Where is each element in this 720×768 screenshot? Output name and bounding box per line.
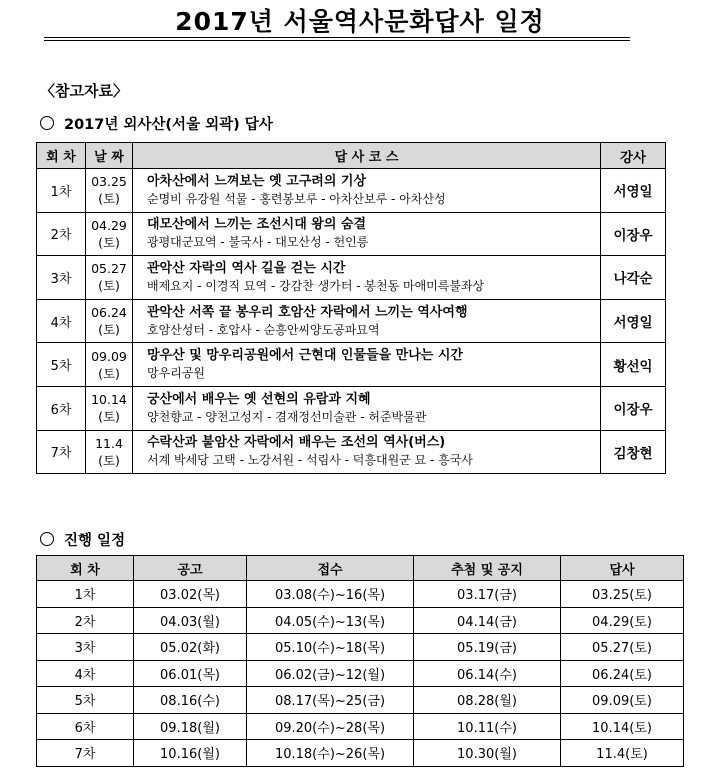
tour-cell: 11.4(토) (561, 740, 684, 767)
date-cell (86, 343, 133, 387)
course-cell (133, 256, 601, 300)
circle-bullet-icon (40, 532, 54, 546)
lecturer-cell: 서영일 (601, 169, 666, 213)
col-header-notice: 공고 (134, 556, 247, 581)
lecturer-cell: 황선익 (601, 343, 666, 387)
day-value: (토) (98, 322, 120, 338)
page-title: 2017년 서울역사문화답사 일정 (175, 7, 545, 36)
apply-cell: 10.18(수)~26(목) (247, 740, 414, 767)
course-route: 배제요지 - 이경직 묘역 - 강감찬 생가터 - 봉천동 마애미륵불좌상 (147, 278, 485, 293)
course-route: 서계 박세당 고택 - 노강서원 - 석림사 - 덕흥대원군 묘 - 흥국사 (147, 453, 473, 468)
course-cell (133, 169, 601, 213)
round-cell: 6차 (37, 386, 86, 430)
col-header-round: 회 차 (37, 143, 86, 169)
date-cell (86, 169, 133, 213)
date-value: 10.14 (91, 392, 127, 408)
tour-cell: 09.09(토) (561, 687, 684, 714)
lottery-cell: 03.17(금) (414, 581, 561, 608)
date-cell (86, 212, 133, 256)
title-underline-top (44, 37, 630, 38)
lottery-cell: 05.19(금) (414, 634, 561, 661)
table-row (37, 212, 666, 256)
round-cell: 2차 (37, 212, 86, 256)
tour-cell: 04.29(토) (561, 607, 684, 634)
apply-cell: 06.02(금)~12(월) (247, 660, 414, 687)
course-cell (133, 212, 601, 256)
course-theme: 수락산과 불암산 자락에서 배우는 조선의 역사(버스) (147, 435, 446, 451)
lottery-cell: 08.28(월) (414, 687, 561, 714)
date-cell (86, 386, 133, 430)
day-value: (토) (98, 452, 120, 468)
section-tours-heading-text: 2017년 외사산(서울 외곽) 답사 (64, 117, 273, 133)
table-row (37, 740, 684, 767)
schedule-table-header (37, 556, 684, 581)
lottery-cell: 10.30(월) (414, 740, 561, 767)
date-cell (86, 256, 133, 300)
lecturer-cell: 이장우 (601, 386, 666, 430)
course-theme: 관악산 자락의 역사 길을 걷는 시간 (147, 260, 346, 276)
date-value: 09.09 (91, 348, 127, 364)
course-theme: 망우산 및 망우리공원에서 근현대 인물들을 만나는 시간 (147, 348, 463, 364)
table-row (37, 607, 684, 634)
lecturer-cell: 이장우 (601, 212, 666, 256)
table-row (37, 386, 666, 430)
table-row (37, 660, 684, 687)
section-schedule-heading-text: 진행 일정 (64, 533, 126, 549)
table-row (37, 169, 666, 213)
notice-cell: 03.02(목) (134, 581, 247, 608)
course-route: 순명비 유강원 석물 - 홍련봉보루 - 아차산보루 - 아차산성 (147, 191, 446, 206)
lecturer-cell: 나각순 (601, 256, 666, 300)
title-underline-bottom (44, 40, 630, 41)
section-schedule-heading (40, 529, 125, 550)
round-cell: 5차 (37, 687, 134, 714)
round-cell: 6차 (37, 713, 134, 740)
reference-header: 〈참고자료〉 (40, 82, 128, 100)
round-cell: 5차 (37, 343, 86, 387)
round-cell: 1차 (37, 169, 86, 213)
apply-cell: 09.20(수)~28(목) (247, 713, 414, 740)
table-row (37, 634, 684, 661)
notice-cell: 05.02(화) (134, 634, 247, 661)
col-header-course: 답 사 코 스 (133, 143, 601, 169)
lottery-cell: 10.11(수) (414, 713, 561, 740)
course-route: 양천향교 - 양천고성지 - 겸재정선미술관 - 허준박물관 (147, 409, 427, 424)
schedule-table (36, 555, 684, 767)
notice-cell: 10.16(월) (134, 740, 247, 767)
table-row (37, 713, 684, 740)
course-route: 광평대군묘역 - 불국사 - 대모산성 - 헌인릉 (147, 235, 369, 250)
round-cell: 3차 (37, 256, 86, 300)
col-header-tour: 답사 (561, 556, 684, 581)
tours-table (36, 142, 666, 474)
date-cell (86, 430, 133, 474)
table-row (37, 343, 666, 387)
table-row (37, 687, 684, 714)
col-header-apply: 접수 (247, 556, 414, 581)
table-row (37, 581, 684, 608)
day-value: (토) (98, 234, 120, 250)
lecturer-cell: 김창현 (601, 430, 666, 474)
table-row (37, 256, 666, 300)
course-theme: 궁산에서 배우는 옛 선현의 유람과 지혜 (147, 391, 371, 407)
course-cell (133, 343, 601, 387)
course-theme: 대모산에서 느끼는 조선시대 왕의 숨결 (147, 217, 367, 233)
lottery-cell: 06.14(수) (414, 660, 561, 687)
day-value: (토) (98, 278, 120, 294)
lottery-cell: 04.14(금) (414, 607, 561, 634)
day-value: (토) (98, 191, 120, 207)
table-row (37, 299, 666, 343)
course-theme: 아차산에서 느껴보는 옛 고구려의 기상 (147, 173, 367, 189)
round-cell: 3차 (37, 634, 134, 661)
apply-cell: 03.08(수)~16(목) (247, 581, 414, 608)
tours-table-header (37, 143, 666, 169)
tour-cell: 05.27(토) (561, 634, 684, 661)
day-value: (토) (98, 409, 120, 425)
date-value: 11.4 (95, 435, 123, 451)
notice-cell: 06.01(목) (134, 660, 247, 687)
tour-cell: 03.25(토) (561, 581, 684, 608)
course-cell (133, 430, 601, 474)
day-value: (토) (98, 365, 120, 381)
course-theme: 관악산 서쪽 끝 봉우리 호암산 자락에서 느끼는 역사여행 (147, 304, 468, 320)
notice-cell: 04.03(월) (134, 607, 247, 634)
date-cell (86, 299, 133, 343)
apply-cell: 04.05(수)~13(목) (247, 607, 414, 634)
date-value: 03.25 (91, 174, 127, 190)
col-header-round: 회 차 (37, 556, 134, 581)
round-cell: 4차 (37, 299, 86, 343)
round-cell: 7차 (37, 740, 134, 767)
round-cell: 4차 (37, 660, 134, 687)
col-header-lottery: 추첨 및 공지 (414, 556, 561, 581)
circle-bullet-icon (40, 116, 54, 130)
round-cell: 1차 (37, 581, 134, 608)
tour-cell: 10.14(토) (561, 713, 684, 740)
lecturer-cell: 서영일 (601, 299, 666, 343)
tour-cell: 06.24(토) (561, 660, 684, 687)
date-value: 06.24 (91, 305, 127, 321)
notice-cell: 08.16(수) (134, 687, 247, 714)
course-cell (133, 386, 601, 430)
course-cell (133, 299, 601, 343)
table-row (37, 430, 666, 474)
date-value: 05.27 (91, 261, 127, 277)
apply-cell: 08.17(목)~25(금) (247, 687, 414, 714)
date-value: 04.29 (91, 217, 127, 233)
course-route: 망우리공원 (147, 366, 205, 381)
col-header-lecturer: 강사 (601, 143, 666, 169)
course-route: 호암산성터 - 호압사 - 순흥안씨양도공파묘역 (147, 322, 380, 337)
apply-cell: 05.10(수)~18(목) (247, 634, 414, 661)
round-cell: 2차 (37, 607, 134, 634)
section-tours-heading (40, 113, 273, 134)
col-header-date: 날 짜 (86, 143, 133, 169)
round-cell: 7차 (37, 430, 86, 474)
notice-cell: 09.18(월) (134, 713, 247, 740)
